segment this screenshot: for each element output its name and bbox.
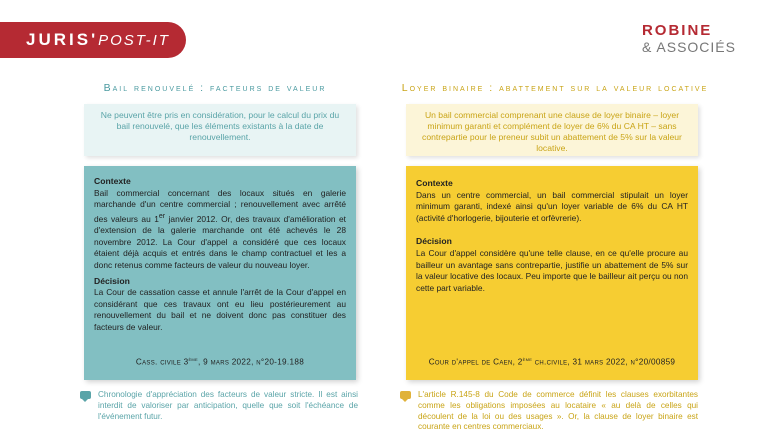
right-decision-label: Décision bbox=[416, 236, 452, 247]
right-main-box bbox=[406, 166, 698, 380]
right-column-title: Loyer binaire : abattement sur la valeur locative bbox=[401, 82, 709, 94]
right-context-text: Dans un centre commercial, un bail commercial stipulait un loyer minimum garanti, indexé ainsi qu'un loyer variable de 6% du CA HT (activité d'horlogerie, bijouterie et orfèvrerie). bbox=[416, 189, 688, 223]
left-decision-label: Décision bbox=[94, 275, 130, 286]
right-citation: Cour d'appel de Caen, 2ème ch.civile, 31 mars 2022, n°20/00859 bbox=[428, 356, 676, 367]
left-footnote bbox=[78, 390, 358, 422]
right-footnote-text: L'article R.145-8 du Code de commerce définit les clauses exorbitantes comme les obligations imposées au locataire « au delà de celles qui découlent de la loi ou des usages ». Or, la clause de loyer binaire est courante en centres commerciaux. bbox=[418, 390, 698, 431]
company-logo bbox=[642, 22, 736, 56]
left-citation: Cass. civile 3ème, 9 mars 2022, n°20-19.188 bbox=[135, 356, 305, 367]
header-banner bbox=[0, 22, 186, 58]
left-decision-text: La Cour de cassation casse et annule l'arrêt de la Cour d'appel en considérant que ces travaux ont eu lieu postérieurement au renouvellement du bail et ne doivent donc pas constituer des facteurs de valeur. bbox=[94, 287, 346, 332]
banner-title-italic: POST-IT bbox=[98, 31, 170, 49]
left-column-title: Bail renouvelé : facteurs de valeur bbox=[103, 82, 327, 94]
comment-icon bbox=[80, 391, 91, 399]
right-footnote bbox=[398, 390, 698, 431]
left-context-label: Contexte bbox=[94, 176, 131, 186]
left-main-box bbox=[84, 166, 356, 380]
comment-icon bbox=[400, 391, 411, 399]
logo-line2: & ASSOCIÉS bbox=[641, 39, 736, 55]
right-context-label: Contexte bbox=[416, 178, 453, 188]
banner-title-bold: JURIS' bbox=[26, 30, 99, 49]
right-intro-box: Un bail commercial comprenant une clause de loyer binaire – loyer minimum garanti et complément de loyer de 6% du CA HT – sans contrepartie pour le preneur subit un abattement de 5% sur la valeur locative. bbox=[406, 104, 698, 156]
left-intro-box: Ne peuvent être pris en considération, pour le calcul du prix du bail renouvelé, que les éléments existants à la date de renouvellement. bbox=[84, 104, 356, 156]
left-context-text: Bail commercial concernant des locaux situés en galerie marchande d'un centre commercial ; renouvellement avec arrêté des valeurs au 1er janvier 2012. Or, des travaux d'amélioration et d'extension de la galerie marchande ont été achevés le 28 novembre 2012. La Cour d'appel a considéré que ces locaux étaient déjà acquis et entrés dans le champ contractuel et les a donc retenus comme facteurs de valeur du nouveau loyer. bbox=[94, 187, 346, 270]
right-decision-text: La Cour d'appel considère qu'une telle clause, en ce qu'elle procure au bailleur un avantage sans contrepartie, justifie un abattement de 5% sur la valeur locative des locaux. Peu importe que le bailleur ait perçu ou non cette part variable. bbox=[416, 247, 688, 293]
left-footnote-text: Chronologie d'appréciation des facteurs de valeur stricte. Il est ainsi interdit de valoriser par anticipation, quelle que soit l'échéance de l'événement futur. bbox=[98, 390, 358, 421]
logo-line1: ROBINE bbox=[641, 22, 713, 39]
